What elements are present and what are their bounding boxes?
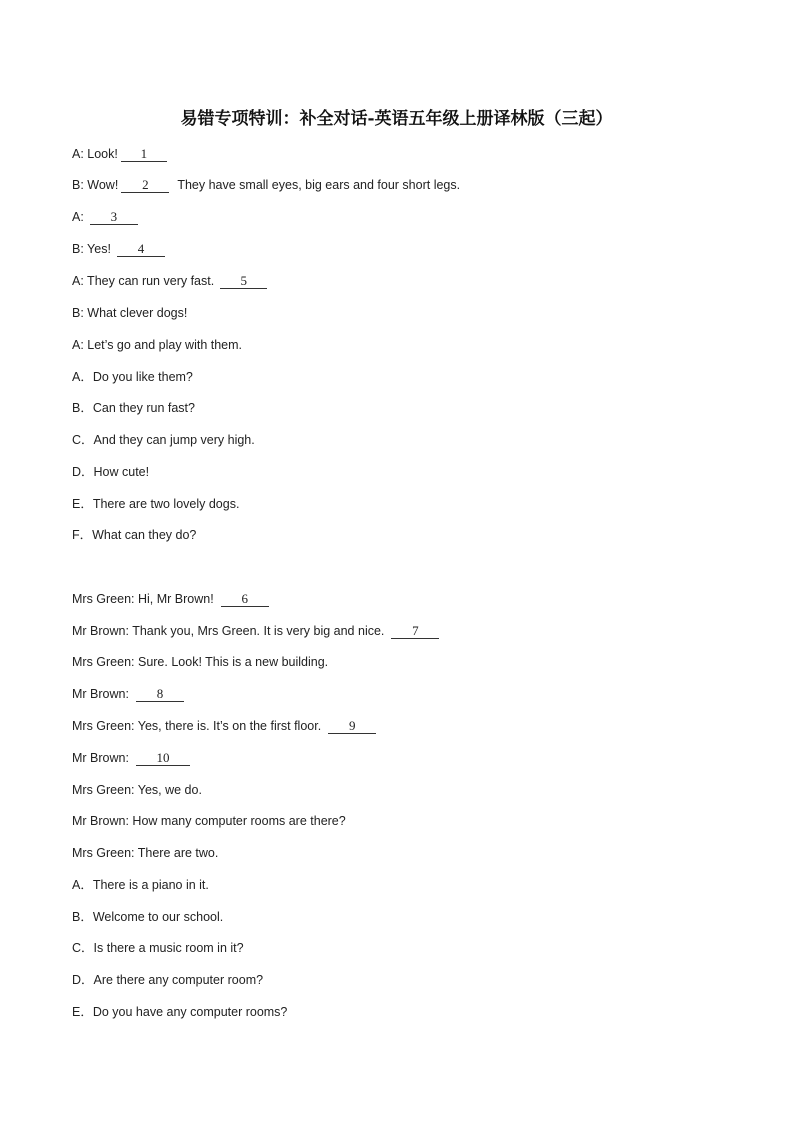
- dialogue-line: Mrs Green: Sure. Look! This is a new building.: [72, 655, 329, 669]
- line-text: Mrs Green: Yes, there is. It’s on the first floor.: [72, 719, 322, 733]
- answer-blank-4[interactable]: 4: [117, 242, 165, 257]
- option-d: D．Are there any computer room?: [72, 973, 264, 987]
- dialogue-line: Mrs Green: There are two.: [72, 846, 219, 860]
- answer-blank-9[interactable]: 9: [328, 719, 376, 734]
- answer-blank-6[interactable]: 6: [221, 592, 269, 607]
- option-d: D．How cute!: [72, 465, 150, 479]
- answer-blank-10[interactable]: 10: [136, 751, 190, 766]
- option-a: A．Do you like them?: [72, 370, 193, 384]
- dialogue-line: [72, 241, 167, 257]
- answer-blank-2[interactable]: 2: [121, 178, 169, 193]
- dialogue-line: [72, 686, 186, 702]
- dialogue-line: B: What clever dogs!: [72, 306, 188, 320]
- dialogue-line: [72, 177, 460, 193]
- dialogue-line: Mr Brown: How many computer rooms are there?: [72, 814, 346, 828]
- dialogue-line: [72, 209, 140, 225]
- option-c: C．And they can jump very high.: [72, 433, 255, 447]
- line-text: Mr Brown:: [72, 751, 129, 765]
- dialogue-line: [72, 718, 378, 734]
- option-e: E．There are two lovely dogs.: [72, 497, 240, 511]
- answer-blank-5[interactable]: 5: [220, 274, 267, 289]
- option-f: F．What can they do?: [72, 528, 197, 542]
- dialogue-line: Mrs Green: Yes, we do.: [72, 783, 202, 797]
- line-text: B: Yes!: [72, 242, 111, 256]
- line-text: B: Wow!: [72, 178, 119, 192]
- dialogue-line: [72, 591, 271, 607]
- line-text: A: Look!: [72, 147, 118, 161]
- option-c: C．Is there a music room in it?: [72, 941, 244, 955]
- line-text: Mr Brown: Thank you, Mrs Green. It is very big and nice.: [72, 624, 385, 638]
- answer-blank-1[interactable]: 1: [121, 147, 167, 162]
- line-text: A: They can run very fast.: [72, 274, 215, 288]
- dialogue-line: [72, 750, 192, 766]
- line-text: A:: [72, 210, 84, 224]
- answer-blank-3[interactable]: 3: [90, 210, 138, 225]
- dialogue-line: [72, 623, 441, 639]
- option-e: E．Do you have any computer rooms?: [72, 1005, 288, 1019]
- answer-blank-8[interactable]: 8: [136, 687, 184, 702]
- option-b: B．Can they run fast?: [72, 401, 195, 415]
- dialogue-line: A: Let’s go and play with them.: [72, 338, 243, 352]
- line-text-after: They have small eyes, big ears and four short legs.: [177, 178, 461, 192]
- line-text: Mrs Green: Hi, Mr Brown!: [72, 592, 214, 606]
- line-text: Mr Brown:: [72, 687, 129, 701]
- dialogue-line: [72, 146, 169, 162]
- option-b: B．Welcome to our school.: [72, 910, 224, 924]
- dialogue-line: [72, 273, 269, 289]
- option-a: A．There is a piano in it.: [72, 878, 209, 892]
- answer-blank-7[interactable]: 7: [391, 624, 439, 639]
- document-title: 易错专项特训：补全对话-英语五年级上册译林版（三起）: [180, 109, 613, 129]
